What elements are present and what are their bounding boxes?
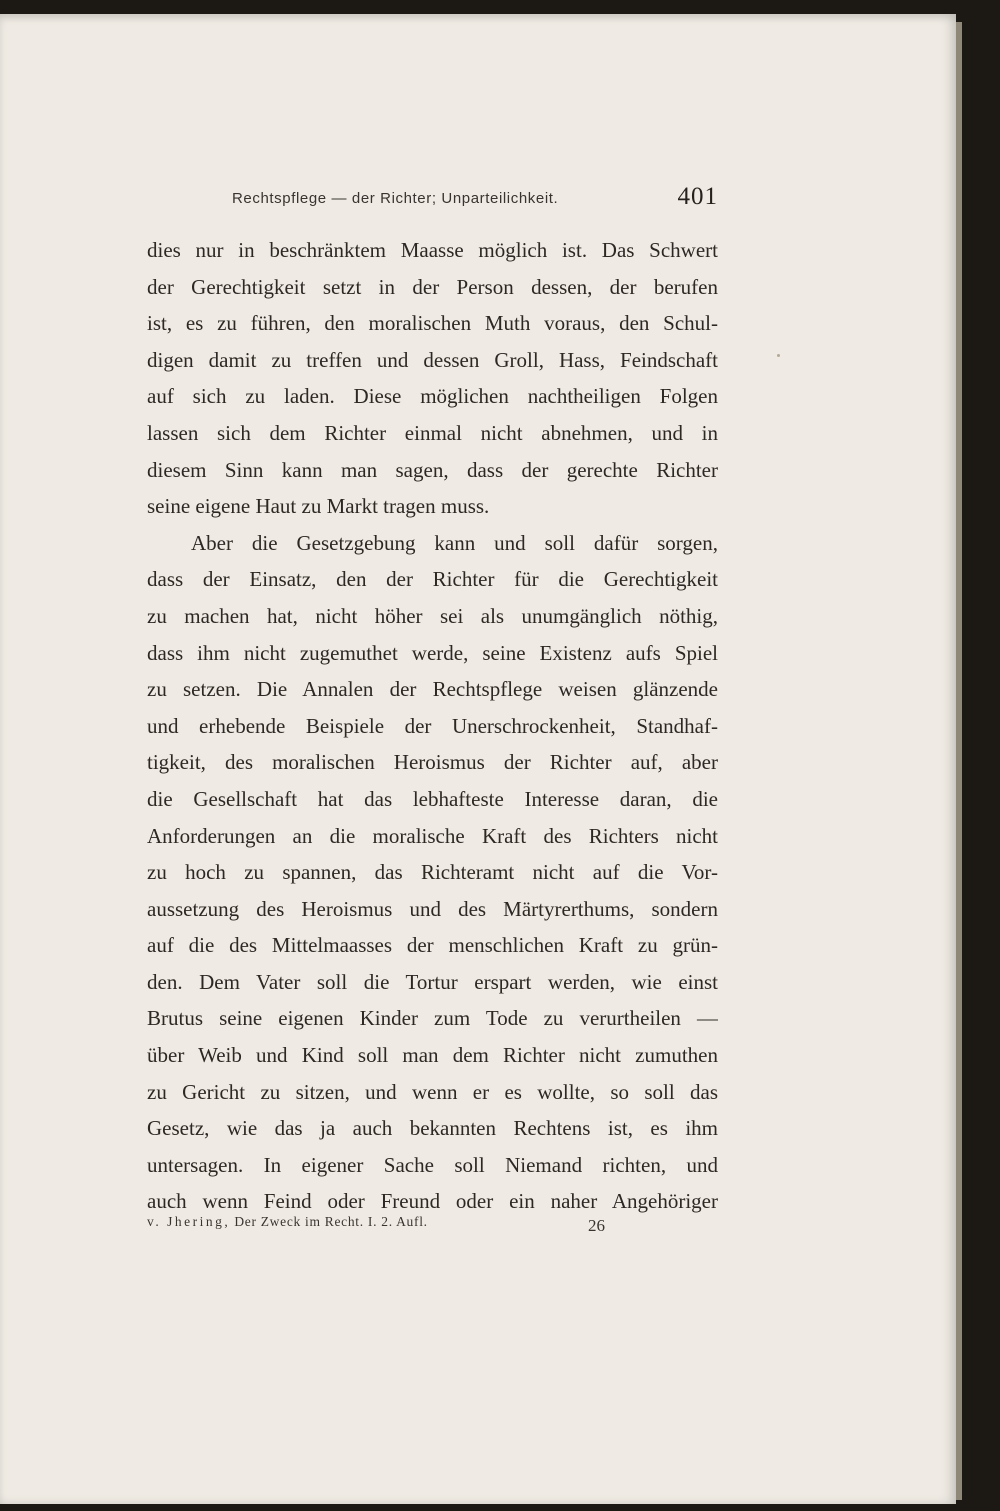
gathering-signature: 26	[588, 1216, 605, 1235]
text-line: die Gesellschaft hat das lebhafteste Interesse daran, die	[147, 786, 718, 811]
text-line: auf sich zu laden. Diese möglichen nachtheiligen Folgen	[147, 384, 718, 409]
text-line: tigkeit, des moralischen Heroismus der Richter auf, aber	[147, 750, 718, 775]
text-line: zu Gericht zu sitzen, und wenn er es wollte, so soll das	[147, 1079, 718, 1104]
running-head	[232, 180, 718, 220]
footer-author: v. Jhering,	[147, 1214, 231, 1229]
text-line: auch wenn Feind oder Freund oder ein naher Angehöriger	[147, 1189, 718, 1214]
page-number: 401	[677, 183, 718, 210]
text-line: lassen sich dem Richter einmal nicht abnehmen, und in	[147, 420, 718, 445]
text-line: dass ihm nicht zugemuthet werde, seine Existenz aufs Spiel	[147, 640, 718, 665]
footer-citation	[147, 1214, 428, 1230]
text-line: aussetzung des Heroismus und des Märtyrerthums, sondern	[147, 896, 718, 921]
text-line: der Gerechtigkeit setzt in der Person dessen, der berufen	[147, 274, 718, 299]
text-line: digen damit zu treffen und dessen Groll, Hass, Feindschaft	[147, 347, 718, 372]
text-line: zu setzen. Die Annalen der Rechtspflege weisen glänzende	[147, 677, 718, 702]
text-line: untersagen. In eigener Sache soll Niemand richten, und	[147, 1152, 718, 1177]
text-line: Brutus seine eigenen Kinder zum Tode zu verurtheilen —	[147, 1006, 718, 1031]
text-line: seine eigene Haut zu Markt tragen muss.	[147, 494, 490, 519]
text-line: dies nur in beschränktem Maasse möglich ist. Das Schwert	[147, 238, 718, 262]
text-line: dass der Einsatz, den der Richter für die Gerechtigkeit	[147, 567, 718, 592]
text-line: den. Dem Vater soll die Tortur erspart werden, wie einst	[147, 969, 718, 994]
paper-speck	[777, 354, 780, 357]
text-line: und erhebende Beispiele der Unerschrockenheit, Standhaf-	[147, 713, 718, 738]
text-line: zu machen hat, nicht höher sei als unumgänglich nöthig,	[147, 603, 718, 628]
running-title: Rechtspflege — der Richter; Unparteilichkeit.	[232, 190, 559, 207]
text-line: diesem Sinn kann man sagen, dass der gerechte Richter	[147, 457, 718, 482]
signature-footer	[147, 1210, 647, 1240]
text-line: ist, es zu führen, den moralischen Muth voraus, den Schul-	[147, 311, 718, 336]
body-text	[147, 232, 718, 1220]
text-line: über Weib und Kind soll man dem Richter nicht zumuthen	[147, 1043, 718, 1068]
footer-work: Der Zweck im Recht. I. 2. Aufl.	[234, 1214, 428, 1229]
text-line: auf die des Mittelmaasses der menschlichen Kraft zu grün-	[147, 933, 718, 958]
page-edge	[956, 22, 962, 1500]
paragraph-first-line: Aber die Gesetzgebung kann und soll dafür sorgen,	[191, 530, 718, 555]
text-line: zu hoch zu spannen, das Richteramt nicht auf die Vor-	[147, 860, 718, 885]
text-line: Anforderungen an die moralische Kraft des Richters nicht	[147, 823, 718, 848]
text-line: Gesetz, wie das ja auch bekannten Rechtens ist, es ihm	[147, 1116, 718, 1141]
